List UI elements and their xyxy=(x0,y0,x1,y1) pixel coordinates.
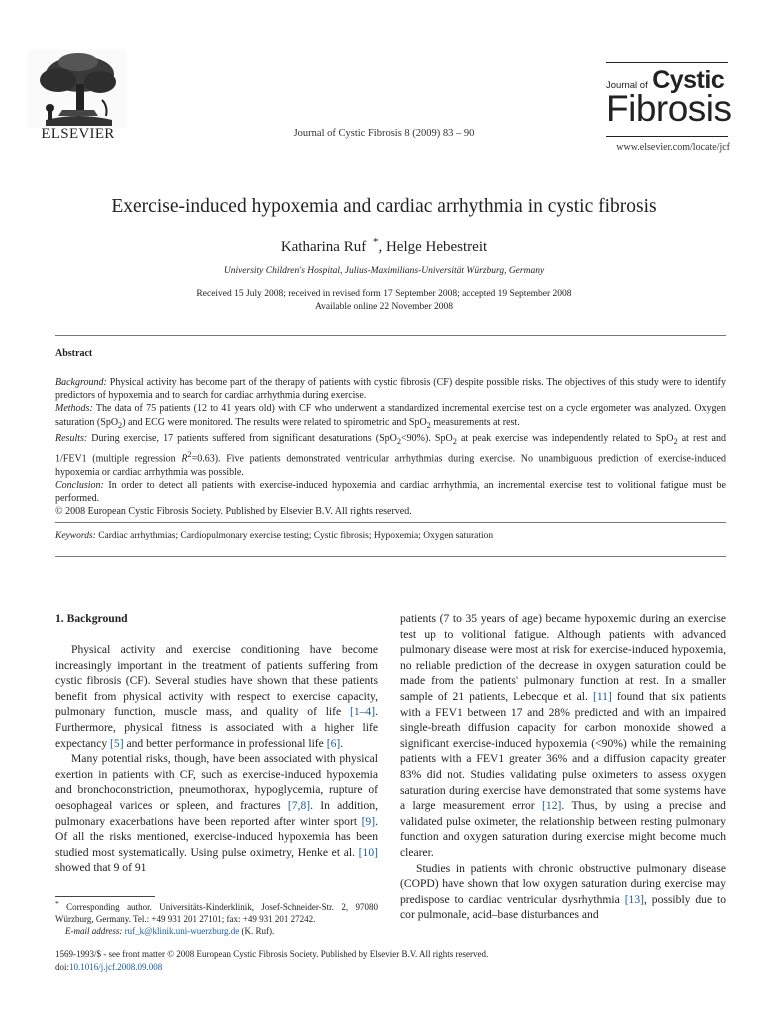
article-title: Exercise-induced hypoxemia and cardiac arrhythmia in cystic fibrosis xyxy=(111,196,657,217)
footnote xyxy=(55,898,378,937)
keywords xyxy=(55,531,726,541)
citation-link[interactable]: [1–4] xyxy=(349,705,376,719)
abstract-text: The data of 75 patients (12 to 41 years old) with CF who underwent a standardized incremental exercise test on a cycle ergometer was analyzed. Oxygen saturation (SpO xyxy=(55,403,726,428)
footnote-rule xyxy=(55,896,155,897)
doi-label: doi: xyxy=(55,961,70,972)
abstract-label: Methods: xyxy=(55,403,93,415)
doi-link[interactable]: 10.1016/j.jcf.2008.09.008 xyxy=(69,961,163,972)
author-name: Helge Hebestreit xyxy=(385,239,488,255)
abstract-heading: Abstract xyxy=(55,348,93,359)
paragraph-text: . In addition, pulmonary exacerbations have been reported after winter sport xyxy=(55,798,379,828)
keywords-label: Keywords: xyxy=(55,531,96,541)
abstract-copyright: © 2008 European Cystic Fibrosis Society. Published by Elsevier B.V. All rights reserved. xyxy=(55,506,412,518)
journal-logo-cystic: Cystic xyxy=(652,66,725,94)
footnote-mark: * xyxy=(55,899,59,908)
abstract-text: at rest and 1/FEV1 (multiple regression xyxy=(55,432,726,465)
journal-reference: Journal of Cystic Fibrosis 8 (2009) 83 – 90 xyxy=(293,128,475,139)
abstract-background xyxy=(55,376,726,402)
abstract-text: In order to detect all patients with exercise-induced hypoxemia and cardiac arrhythmia, an incremental exercise test to volitional fatigue must be performed. xyxy=(55,479,726,504)
publisher-name: ELSEVIER xyxy=(41,126,115,142)
abstract-text: =0.63). Five patients demonstrated ventricular arrhythmias during exercise. No unambiguous prediction of exercise-induced hypoxemia or cardiac arrhythmia was possible. xyxy=(55,453,726,478)
affiliation: University Children's Hospital, Julius-Maximilians-Universität Würzburg, Germany xyxy=(223,266,545,276)
journal-logo-rule-top xyxy=(606,62,728,63)
abstract-text: ) and ECG were monitored. The results were related to spirometric and SpO xyxy=(122,416,427,428)
issn-line: 1569-1993/$ - see front matter © 2008 European Cystic Fibrosis Society. Published by Elsevier B.V. All rights reserved. xyxy=(55,949,489,959)
regression-r: R xyxy=(181,453,188,465)
journal-logo-rule-bottom xyxy=(606,136,728,137)
paragraph xyxy=(55,751,378,876)
paragraph-text: Many potential risks, though, have been associated with physical exertion in patients with CF, such as exercise-induced hypoxemia and bronchoconstriction, pneumothorax, hypoglycemia, rupture of oesophageal varices or spleen, and fractures xyxy=(55,752,378,812)
email-link[interactable]: ruf_k@klinik.uni-wuerzburg.de xyxy=(124,926,240,936)
abstract-label: Background: xyxy=(55,377,107,388)
abstract-text: measurements at rest. xyxy=(430,416,520,428)
author-list xyxy=(0,236,768,256)
paragraph-text: and better performance in professional life xyxy=(123,736,327,750)
paragraph xyxy=(400,861,726,923)
paragraph-text: Physical activity and exercise conditioning have become increasingly important in the treatment of patients suffering from cystic fibrosis (CF). Several studies have shown that these patients benefit from physical activity with respect to exercise capacity, pulmonary function, muscle mass, and quality of life xyxy=(55,643,378,719)
citation-link[interactable]: [10] xyxy=(358,845,378,859)
author-separator: , xyxy=(378,239,386,255)
article-dates xyxy=(0,288,768,314)
citation-link[interactable]: [6] xyxy=(326,736,341,750)
abstract-label: Conclusion: xyxy=(55,479,104,491)
abstract-methods xyxy=(55,402,726,431)
left-column xyxy=(55,642,378,876)
paragraph xyxy=(400,611,726,861)
doi-line xyxy=(55,961,726,974)
subscript: 2 xyxy=(452,436,457,446)
article-dates-online: Available online 22 November 2008 xyxy=(314,302,454,312)
article-dates-received: Received 15 July 2008; received in revised form 17 September 2008; accepted 19 September 2008 xyxy=(196,289,572,299)
footnote-text: Corresponding author. Universitäts-Kinderklinik, Josef-Schneider-Str. 2, 97080 Würzburg, Germany. Tel.: +49 931 201 27101; fax: +49 931 201 27242. xyxy=(55,902,378,924)
journal-url[interactable]: www.elsevier.com/locate/jcf xyxy=(616,142,730,153)
subscript: 2 xyxy=(118,420,123,430)
footnote-text: (K. Ruf). xyxy=(239,926,275,936)
abstract-text: <90%). SpO xyxy=(401,432,453,444)
abstract-top-rule xyxy=(55,335,726,336)
paragraph-text: . xyxy=(340,736,344,750)
paragraph-text: showed that 9 of 91 xyxy=(55,861,147,875)
subscript: 2 xyxy=(396,436,402,446)
abstract-text: During exercise, 17 patients suffered from significant desaturations (SpO xyxy=(87,432,397,444)
subscript: 2 xyxy=(426,420,431,430)
right-column xyxy=(400,611,726,923)
abstract-body xyxy=(55,376,726,518)
paragraph-text: . Of all the risks mentioned, exercise-induced hypoxemia has been studied most systematically. Using pulse oximetry, Henke et al. xyxy=(55,814,378,859)
footnote-corresponding xyxy=(55,898,378,925)
journal-logo-journal-of: Journal of xyxy=(606,80,648,91)
paragraph-text: Studies in patients with chronic obstructive pulmonary disease (COPD) have shown that low oxygen saturation during exercise may predispose to cardiac ventricular dysrhythmia xyxy=(400,861,726,906)
citation-link[interactable]: [9] xyxy=(361,814,376,828)
elsevier-tree-logo-icon xyxy=(28,50,126,128)
paragraph-text: . Furthermore, physical fitness is associated with a higher life expectancy xyxy=(55,705,378,750)
front-matter-footer xyxy=(55,948,726,973)
paragraph-text: patients (7 to 35 years of age) became hypoxemic during an exercise test up to volitional fatigue. Although patients with advanced pulmonary disease were most at risk for exercise-induced hypoxemia, no reliable prediction of the decrease in oxygen saturation could be made from the patients' pulmonary function at rest. In a smaller sample of 21 patients, Lebecque et al. xyxy=(400,612,726,703)
citation-link[interactable]: [7,8] xyxy=(287,798,311,812)
keywords-top-rule xyxy=(55,522,726,523)
abstract-conclusion xyxy=(55,479,726,505)
author-name: Katharina Ruf xyxy=(280,239,367,255)
corresponding-author-mark[interactable]: * xyxy=(372,236,379,248)
footnote-email-line xyxy=(55,925,378,937)
abstract-text: at peak exercise was independently related to SpO xyxy=(456,432,674,444)
abstract-text: Physical activity has become part of the therapy of patients with cystic fibrosis (CF) despite possible risks. The objectives of this study were to identify predictors of hypoxemia and to search for cardiac arrhythmia during exercise. xyxy=(55,377,726,402)
email-label: E-mail address: xyxy=(65,926,123,936)
paragraph-text: found that six patients with a FEV1 between 17 and 28% predicted and with an impaired single-breath diffusion capacity for carbon monoxide showed a significant exercise-induced hypoxemia (<90%) while the remaining patients with a FEV1 greater 36% and a diffusion capacity greater 83% did not. Studies validating pulse oximeters to assess oxygen saturation during exercise have demonstrated that some systems have a large measurement error xyxy=(400,689,726,813)
superscript: 2 xyxy=(187,450,192,460)
keywords-text: Cardiac arrhythmias; Cardiopulmonary exercise testing; Cystic fibrosis; Hypoxemia; Oxygen saturation xyxy=(95,531,494,541)
section-heading: 1. Background xyxy=(55,612,128,625)
citation-link[interactable]: [13] xyxy=(624,892,645,906)
abstract-results xyxy=(55,432,726,479)
citation-link[interactable]: [12] xyxy=(542,799,562,813)
subscript: 2 xyxy=(673,436,678,446)
journal-logo-fibrosis: Fibrosis xyxy=(606,88,732,129)
keywords-bottom-rule xyxy=(55,556,726,557)
citation-link[interactable]: [5] xyxy=(110,736,124,750)
paragraph-text: . Thus, by using a precise and validated pulse oximeter, the relationship between resting pulmonary function and oxygen saturation during exercise might become much clearer. xyxy=(400,799,726,859)
abstract-label: Results: xyxy=(55,432,88,444)
paragraph xyxy=(55,642,378,751)
paragraph-text: , possibly due to cor pulmonale, acid–base disturbances and xyxy=(400,892,726,922)
citation-link[interactable]: [11] xyxy=(592,689,612,703)
